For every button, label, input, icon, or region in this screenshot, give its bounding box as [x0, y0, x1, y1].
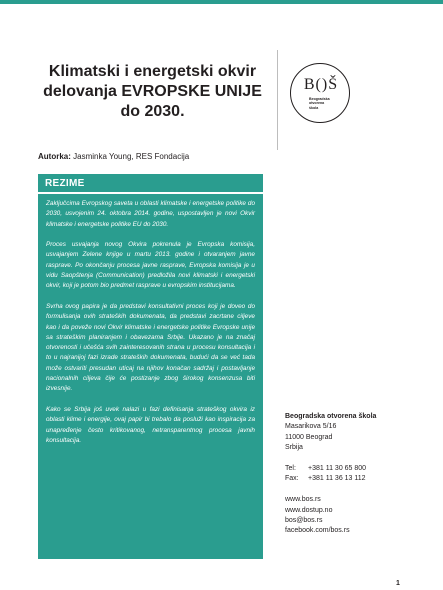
logo-mark: B()Š — [303, 76, 339, 93]
contact-block — [285, 412, 435, 537]
email-link[interactable]: bos@bos.rs — [285, 517, 323, 525]
page-number: 1 — [396, 580, 400, 587]
logo-caption-line-2: otvorena — [309, 101, 325, 106]
fax-label: Fax: — [285, 475, 299, 483]
website-link[interactable]: www.bos.rs — [285, 496, 321, 504]
contact-gap — [285, 485, 435, 495]
document-title — [30, 62, 275, 122]
top-accent-bar — [0, 0, 443, 4]
summary-heading: REZIME — [45, 178, 85, 189]
header-divider — [277, 50, 278, 150]
title-line-2: delovanja EVROPSKE UNIJE — [43, 83, 262, 100]
author-name: Jasminka Young, RES Fondacija — [73, 152, 190, 161]
summary-separator — [38, 192, 263, 194]
logo-caption-line-3: škola — [309, 105, 319, 110]
fax-row — [285, 474, 435, 484]
summary-box — [38, 174, 263, 559]
summary-paragraph: Zaključcima Evropskog saveta u oblasti klimatske i energetske politike do 2030, usvojenim 24. oktobra 2014. godine, uspostavljen je novi Okvir klimatske i energetske politike EU do 2030. — [46, 200, 255, 228]
facebook-link[interactable]: facebook.com/bos.rs — [285, 527, 350, 535]
logo-caption-line-1: Beogradska — [309, 97, 330, 101]
address-line-2: 11000 Beograd — [285, 433, 333, 441]
contact-gap — [285, 454, 435, 464]
address-line-1: Masarikova 5/16 — [285, 423, 337, 431]
title-line-1: Klimatski i energetski okvir — [48, 63, 257, 80]
summary-paragraph: Kako se Srbija još uvek nalazi u fazi definisanja strateškog okvira iz oblasti klime i energije, ovaj papir bi trebalo da posluži kao inspiracija za unapređenje često kritikovanog, netransparentnog procesa javnih konsultacija. — [46, 405, 255, 444]
bos-logo — [290, 63, 350, 123]
tel-value: +381 11 30 65 800 — [308, 465, 367, 473]
fax-value: +381 11 36 13 112 — [308, 475, 366, 483]
summary-paragraph: Svrha ovog papira je da predstavi konsultativni proces koji je doveo do formulisanja ovih strateških dokumenata, da predstavi zacrtane ciljeve kao i da poveže novi Okvir klimatske i energetske politike Evropske unije sa strateškim planiranjem i obavezama Srbije. Ukazano je na značaj otvorenosti i učešća svih zainteresovanih strana u procesu konsultacija i to u najranijoj fazi izrade strateških dokumenata, budući da se već tada može ostvariti presudan uticaj na njihov konačan sadržaj i postavljanje nacionalnih ciljeva čije će postizanje zbog širokog konsenzusa biti izvesnije. — [46, 302, 255, 393]
summary-paragraph: Proces usvajanja novog Okvira pokrenula je Evropska komisija, usvajanjem Zelene knjige u martu 2013. godine i otvaranjem javne rasprave. Po okončanju procesa javne rasprave, Evropska komisija je u vidu Saopštenja (Communication) predložila novi klimatski i energetski okvir, koji je potom bio predmet rasprave u evropskim institucijama. — [46, 241, 255, 290]
dostup-link[interactable]: www.dostup.no — [285, 506, 333, 514]
tel-label: Tel: — [285, 465, 296, 473]
summary-text — [46, 199, 255, 456]
tel-row — [285, 464, 435, 474]
logo-caption — [309, 97, 347, 110]
country: Srbija — [285, 444, 303, 452]
author-line — [38, 152, 189, 162]
author-label: Autorka: — [38, 152, 71, 161]
title-line-3: do 2030. — [120, 103, 185, 120]
organization-name: Beogradska otvorena škola — [285, 413, 377, 420]
